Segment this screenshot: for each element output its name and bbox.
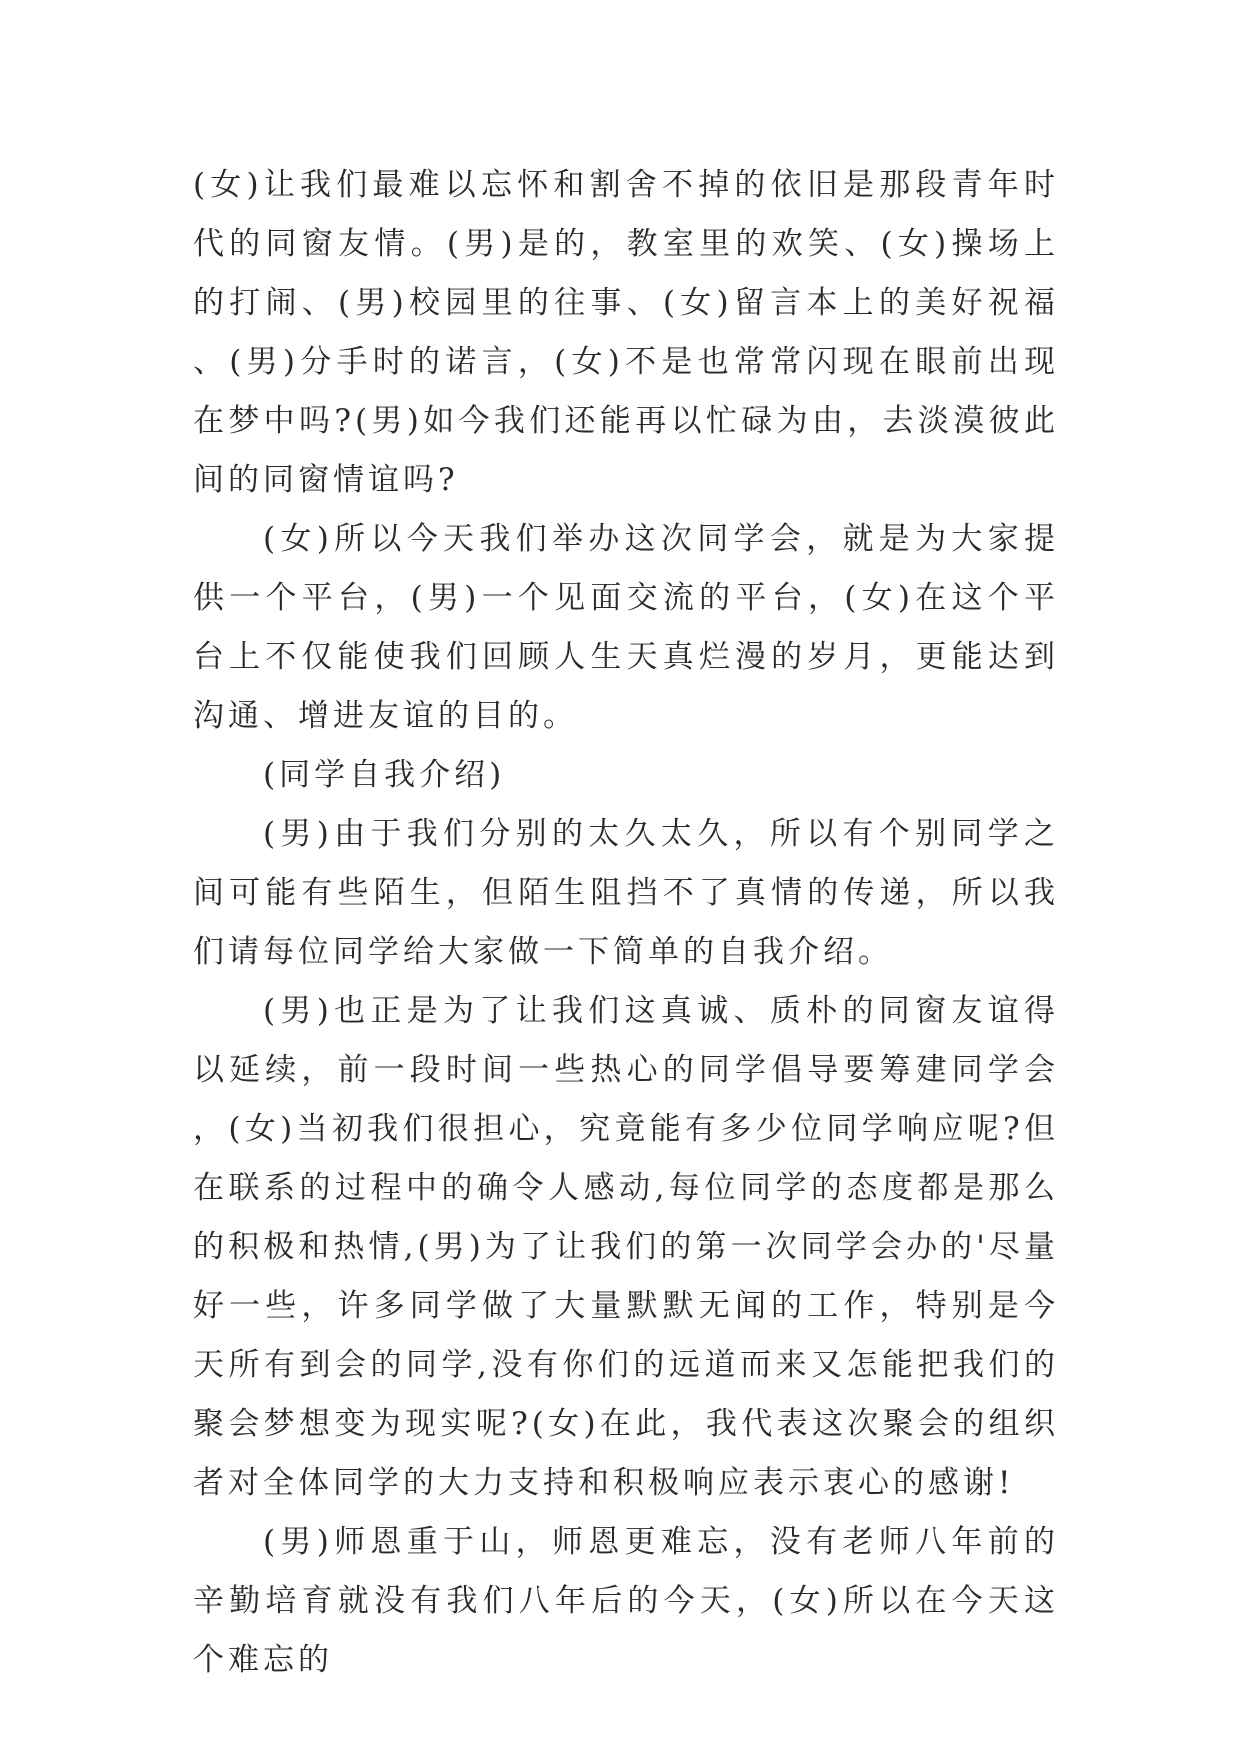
document-body: [193, 156, 1059, 1690]
paragraph-4: (男)由于我们分别的太久太久，所以有个别同学之间可能有些陌生，但陌生阻挡不了真情的传递，所以我们请每位同学给大家做一下简单的自我介绍。: [193, 816, 1059, 970]
paragraph-5: (男)也正是为了让我们这真诚、质朴的同窗友谊得以延续，前一段时间一些热心的同学倡导要筹建同学会，(女)当初我们很担心，究竟能有多少位同学响应呢?但在联系的过程中的确令人感动,每位同学的态度都是那么的积极和热情,(男)为了让我们的第一次同学会办的'尽量好一些，许多同学做了大量默默无闻的工作，特别是今天所有到会的同学,没有你们的远道而来又怎能把我们的聚会梦想变为现实呢?(女)在此，我代表这次聚会的组织者对全体同学的大力支持和积极响应表示衷心的感谢!: [193, 993, 1059, 1501]
paragraph-2: (女)所以今天我们举办这次同学会，就是为大家提供一个平台，(男)一个见面交流的平台，(女)在这个平台上不仅能使我们回顾人生天真烂漫的岁月，更能达到沟通、增进友谊的目的。: [193, 521, 1059, 734]
paragraph-6: (男)师恩重于山，师恩更难忘，没有老师八年前的辛勤培育就没有我们八年后的今天，(女)所以在今天这个难忘的: [193, 1524, 1059, 1678]
paragraph-1: (女)让我们最难以忘怀和割舍不掉的依旧是那段青年时代的同窗友情。(男)是的，教室里的欢笑、(女)操场上的打闹、(男)校园里的往事、(女)留言本上的美好祝福、(男)分手时的诺言，(女)不是也常常闪现在眼前出现在梦中吗?(男)如今我们还能再以忙碌为由，去淡漠彼此间的同窗情谊吗?: [193, 167, 1059, 498]
paragraph-3: (同学自我介绍): [263, 757, 506, 793]
